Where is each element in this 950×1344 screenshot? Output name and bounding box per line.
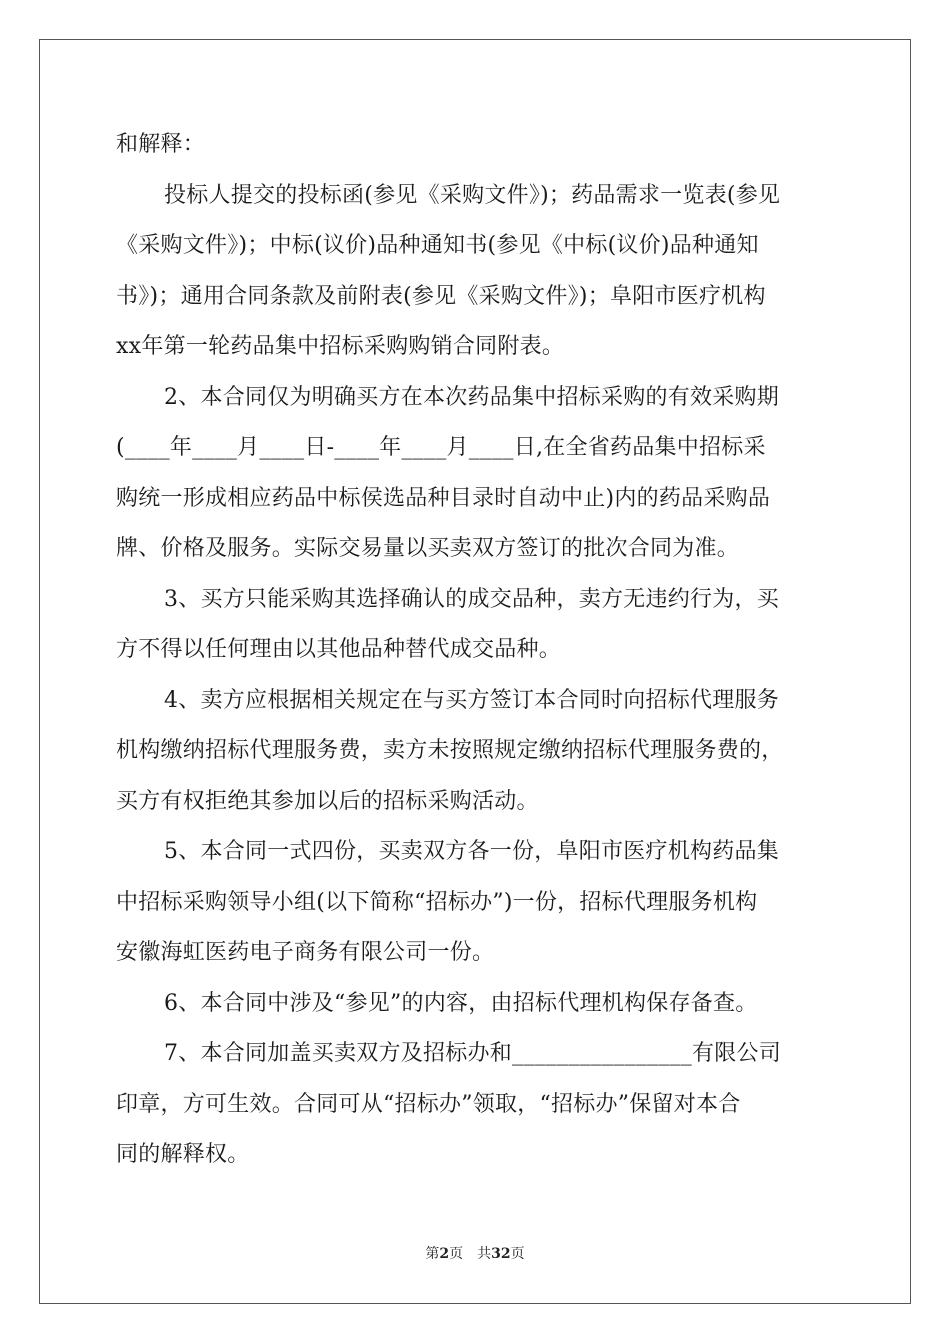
body-line-20: 印章，方可生效。合同可从“招标办”领取，“招标办”保留对本合 [116,1091,741,1117]
body-line-16: 中招标采购领导小组(以下简称“招标办”)一份，招标代理服务机构 [116,889,758,915]
body-line-9: 牌、价格及服务。实际交易量以买卖双方签订的批次合同为准。 [116,536,740,561]
total-prefix: 共 [477,1246,492,1262]
body-line-18: 6、本合同中涉及“参见”的内容，由招标代理机构保存备查。 [164,990,758,1016]
body-line-8: 购统一形成相应药品中标侯选品种目录时自动中止)内的药品采购品 [116,485,771,511]
body-line-2: 投标人提交的投标函(参见《采购文件》)；药品需求一览表(参见 [164,182,781,208]
page-suffix: 页 [449,1246,464,1262]
body-line-12: 4、卖方应根据相关规定在与买方签订本合同时向招标代理服务 [164,687,779,713]
body-line-10: 3、买方只能采购其选择确认的成交品种，卖方无违约行为，买 [164,586,779,612]
body-line-19: 7、本合同加盖买卖双方及招标办和________________有限公司 [164,1041,781,1066]
body-line-11: 方不得以任何理由以其他品种替代成交品种。 [116,637,562,662]
body-line-21: 同的解释权。 [116,1142,250,1167]
body-line-7: (____年____月____日-____年____月____日,在全省药品集中招标采 [116,435,766,460]
body-line-14: 买方有权拒绝其参加以后的招标采购活动。 [116,788,539,814]
document-body [116,120,832,1181]
body-line-5: xx年第一轮药品集中招标采购购销合同附表。 [116,334,565,359]
body-line-3: 《采购文件》)；中标(议价)品种通知书(参见《中标(议价)品种通知 [116,233,759,258]
body-line-4: 书》)；通用合同条款及前附表(参见《采购文件》)；阜阳市医疗机构 [116,283,766,309]
page-prefix: 第 [425,1246,440,1262]
body-line-13: 机构缴纳招标代理服务费，卖方未按照规定缴纳招标代理服务费的， [116,738,784,763]
body-line-15: 5、本合同一式四份，买卖双方各一份，阜阳市医疗机构药品集 [164,839,779,864]
body-line-6: 2、本合同仅为明确买方在本次药品集中招标采购的有效采购期 [164,384,779,410]
total-pages: 32 [491,1246,511,1262]
body-line-17: 安徽海虹医药电子商务有限公司一份。 [116,940,495,965]
total-suffix: 页 [510,1246,525,1262]
page-footer [0,1244,950,1264]
body-line-1: 和解释： [116,132,206,157]
page-number: 2 [439,1246,450,1262]
